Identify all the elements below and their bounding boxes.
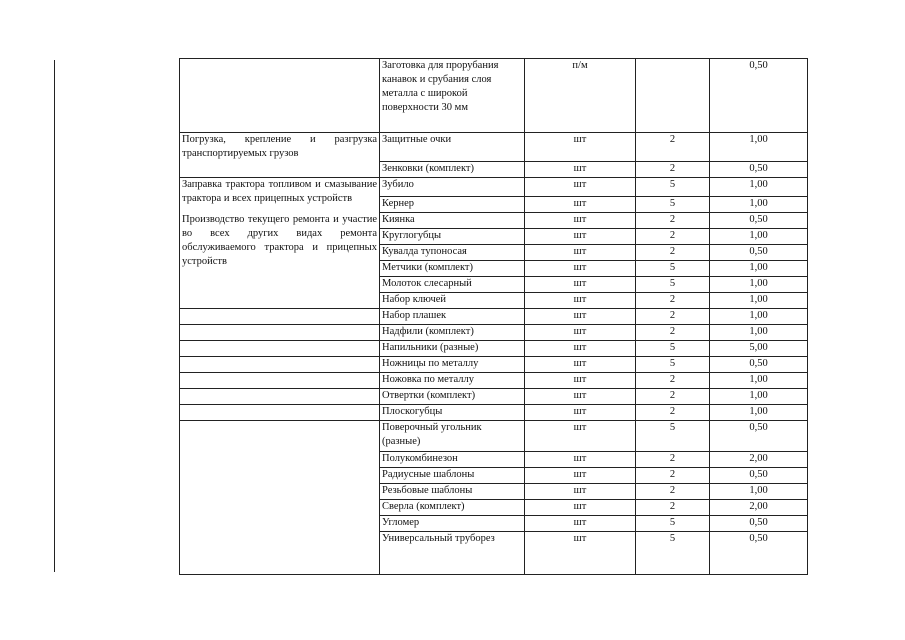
item-cell: Полукомбинезон (380, 452, 525, 468)
norm-cell: 1,00 (710, 133, 808, 162)
norm-cell: 0,50 (710, 213, 808, 229)
unit-cell: шт (525, 133, 636, 162)
item-cell: Заготовка для прорубания канавок и срубания слоя металла с широкой поверхности 30 мм (380, 59, 525, 133)
norm-cell: 2,00 (710, 452, 808, 468)
unit-cell: шт (525, 325, 636, 341)
qty-cell: 5 (636, 261, 710, 277)
norm-cell: 0,50 (710, 59, 808, 133)
unit-cell: шт (525, 293, 636, 309)
norm-cell: 1,00 (710, 277, 808, 293)
item-cell: Молоток слесарный (380, 277, 525, 293)
operation-cell (180, 178, 380, 309)
operation-cell (180, 357, 380, 373)
operation-cell (180, 421, 380, 575)
qty-cell: 2 (636, 373, 710, 389)
qty-cell: 2 (636, 229, 710, 245)
item-cell: Радиусные шаблоны (380, 468, 525, 484)
qty-cell: 5 (636, 341, 710, 357)
norm-cell: 1,00 (710, 373, 808, 389)
table-row (180, 373, 808, 389)
unit-cell: шт (525, 261, 636, 277)
table-row (180, 309, 808, 325)
norm-cell: 0,50 (710, 162, 808, 178)
item-cell: Отвертки (комплект) (380, 389, 525, 405)
norm-cell: 0,50 (710, 357, 808, 373)
item-cell: Надфили (комплект) (380, 325, 525, 341)
item-cell: Ножовка по металлу (380, 373, 525, 389)
item-cell: Резьбовые шаблоны (380, 484, 525, 500)
norm-cell: 0,50 (710, 516, 808, 532)
item-cell: Набор плашек (380, 309, 525, 325)
norm-cell: 0,50 (710, 468, 808, 484)
qty-cell: 5 (636, 197, 710, 213)
unit-cell: шт (525, 213, 636, 229)
table-row (180, 421, 808, 452)
qty-cell (636, 59, 710, 133)
qty-cell: 5 (636, 277, 710, 293)
qty-cell: 2 (636, 468, 710, 484)
norm-cell: 1,00 (710, 261, 808, 277)
norm-cell: 0,50 (710, 532, 808, 575)
item-cell: Кернер (380, 197, 525, 213)
unit-cell: шт (525, 197, 636, 213)
norm-cell: 1,00 (710, 197, 808, 213)
operation-text: Погрузка, крепление и разгрузка транспортируемых грузов (182, 134, 377, 159)
table-row (180, 405, 808, 421)
unit-cell: шт (525, 532, 636, 575)
unit-cell: шт (525, 341, 636, 357)
unit-cell: шт (525, 229, 636, 245)
qty-cell: 2 (636, 500, 710, 516)
unit-cell: шт (525, 468, 636, 484)
page-margin-line (54, 60, 55, 572)
qty-cell: 2 (636, 484, 710, 500)
unit-cell: шт (525, 178, 636, 197)
qty-cell: 2 (636, 133, 710, 162)
qty-cell: 5 (636, 532, 710, 575)
item-cell: Метчики (комплект) (380, 261, 525, 277)
qty-cell: 2 (636, 452, 710, 468)
qty-cell: 2 (636, 389, 710, 405)
operation-cell (180, 373, 380, 389)
item-cell: Угломер (380, 516, 525, 532)
item-cell: Киянка (380, 213, 525, 229)
operation-text: Заправка трактора топливом и смазывание трактора и всех прицепных устройств (182, 179, 377, 204)
unit-cell: шт (525, 277, 636, 293)
unit-cell: шт (525, 405, 636, 421)
unit-cell: шт (525, 373, 636, 389)
unit-cell: шт (525, 484, 636, 500)
unit-cell: шт (525, 500, 636, 516)
operation-cell (180, 309, 380, 325)
norm-cell: 1,00 (710, 405, 808, 421)
unit-cell: п/м (525, 59, 636, 133)
item-cell: Универсальный труборез (380, 532, 525, 575)
item-cell: Зенковки (комплект) (380, 162, 525, 178)
table-row (180, 389, 808, 405)
unit-cell: шт (525, 421, 636, 452)
item-cell: Набор ключей (380, 293, 525, 309)
table-row (180, 325, 808, 341)
norm-cell: 1,00 (710, 484, 808, 500)
operation-cell (180, 59, 380, 133)
unit-cell: шт (525, 389, 636, 405)
operation-cell (180, 389, 380, 405)
unit-cell: шт (525, 357, 636, 373)
item-cell: Ножницы по металлу (380, 357, 525, 373)
unit-cell: шт (525, 162, 636, 178)
qty-cell: 2 (636, 293, 710, 309)
norm-cell: 2,00 (710, 500, 808, 516)
qty-cell: 5 (636, 516, 710, 532)
table-row (180, 59, 808, 133)
operation-cell (180, 325, 380, 341)
norm-cell: 1,00 (710, 229, 808, 245)
norm-cell: 1,00 (710, 309, 808, 325)
unit-cell: шт (525, 452, 636, 468)
item-cell: Поверочный угольник (разные) (380, 421, 525, 452)
item-cell: Сверла (комплект) (380, 500, 525, 516)
operation-cell (180, 133, 380, 178)
qty-cell: 5 (636, 357, 710, 373)
norm-cell: 0,50 (710, 421, 808, 452)
operation-cell (180, 405, 380, 421)
equipment-norms-table (179, 58, 808, 575)
item-cell: Плоскогубцы (380, 405, 525, 421)
table-row (180, 133, 808, 162)
table-row (180, 357, 808, 373)
norm-cell: 0,50 (710, 245, 808, 261)
norm-cell: 1,00 (710, 293, 808, 309)
qty-cell: 5 (636, 421, 710, 452)
qty-cell: 2 (636, 213, 710, 229)
qty-cell: 5 (636, 178, 710, 197)
norm-cell: 1,00 (710, 178, 808, 197)
unit-cell: шт (525, 245, 636, 261)
unit-cell: шт (525, 309, 636, 325)
norm-cell: 1,00 (710, 389, 808, 405)
unit-cell: шт (525, 516, 636, 532)
item-cell: Кувалда тупоносая (380, 245, 525, 261)
norm-cell: 5,00 (710, 341, 808, 357)
item-cell: Зубило (380, 178, 525, 197)
qty-cell: 2 (636, 162, 710, 178)
table-row (180, 178, 808, 197)
qty-cell: 2 (636, 245, 710, 261)
qty-cell: 2 (636, 325, 710, 341)
qty-cell: 2 (636, 309, 710, 325)
item-cell: Защитные очки (380, 133, 525, 162)
qty-cell: 2 (636, 405, 710, 421)
norm-cell: 1,00 (710, 325, 808, 341)
item-cell: Круглогубцы (380, 229, 525, 245)
operation-text: Производство текущего ремонта и участие во всех других видах ремонта обслуживаемого трактора и прицепных устройств (182, 214, 377, 267)
table-row (180, 341, 808, 357)
operation-cell (180, 341, 380, 357)
item-cell: Напильники (разные) (380, 341, 525, 357)
